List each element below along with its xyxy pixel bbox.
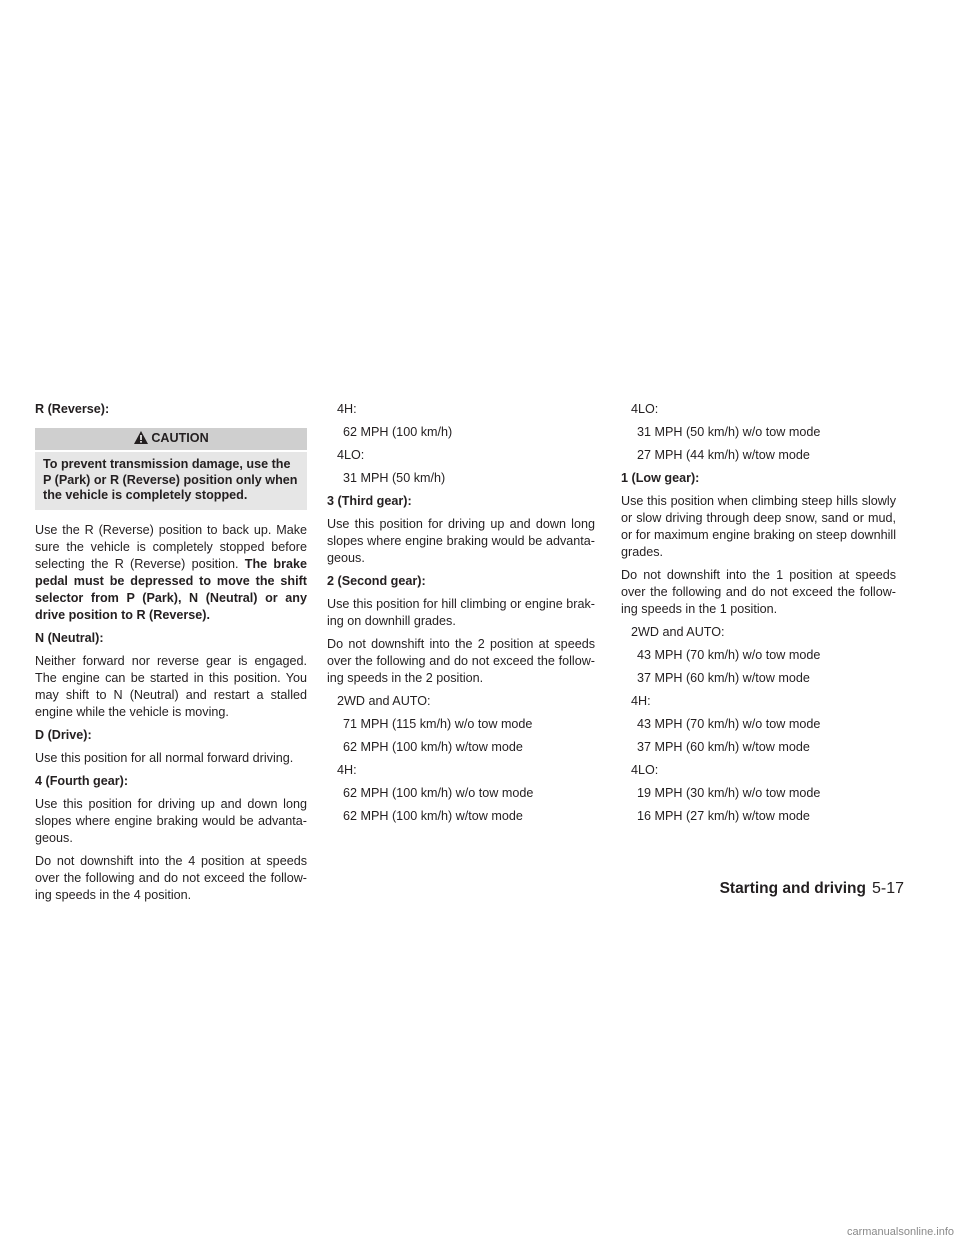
speed-value-2wd-low-tow: 37 MPH (60 km/h) w/tow mode — [637, 671, 810, 685]
second-gear-heading: 2 (Second gear): — [327, 574, 426, 588]
low-gear-speed-text: Do not downshift into the 1 position at speeds over the following and do not exceed the follow-ing speeds in the 1 position. — [621, 568, 896, 616]
reverse-text: Use the R (Reverse) position to back up. Make sure the vehicle is completely stopped before selecting the R (Reverse) position. — [35, 522, 307, 571]
reverse-heading: R (Reverse): — [35, 402, 110, 416]
speed-value-2wd-no-tow: 71 MPH (115 km/h) w/o tow mode — [343, 717, 533, 731]
speed-value-4h-low-no-tow: 43 MPH (70 km/h) w/o tow mode — [637, 717, 821, 731]
speed-label-4lo-second: 4LO: — [631, 402, 659, 416]
speed-value-4lo-no-tow: 31 MPH (50 km/h) w/o tow mode — [637, 425, 821, 439]
caution-title: CAUTION — [151, 431, 209, 445]
low-gear-text: Use this position when climbing steep hills slowly or slow driving through deep snow, sand or mud, or for maximum engine braking on steep downhill grades. — [621, 494, 896, 559]
caution-box — [35, 428, 307, 510]
warning-icon — [133, 430, 149, 445]
caution-text: To prevent transmission damage, use the P (Park) or R (Reverse) position only when the vehicle is completely stopped. — [35, 452, 307, 510]
neutral-text: Neither forward nor reverse gear is engaged. The engine can be started in this position. You may shift to N (Neutral) and restart a stalled engine while the vehicle is moving. — [35, 653, 307, 719]
page-number: 5-17 — [871, 880, 904, 897]
column-1 — [35, 401, 307, 910]
speed-label-4lo: 4LO: — [337, 448, 365, 462]
speed-value-4lo-low-no-tow: 19 MPH (30 km/h) w/o tow mode — [637, 786, 821, 800]
speed-value-4h-no-tow: 62 MPH (100 km/h) w/o tow mode — [343, 786, 534, 800]
third-gear-heading: 3 (Third gear): — [327, 494, 412, 508]
fourth-gear-speed-text: Do not downshift into the 4 position at speeds over the following and do not exceed the follow-ing speeds in the 4 position. — [35, 853, 307, 902]
speed-value-2wd-tow: 62 MPH (100 km/h) w/tow mode — [343, 740, 523, 754]
speed-value-4h-low-tow: 37 MPH (60 km/h) w/tow mode — [637, 740, 810, 754]
neutral-heading: N (Neutral): — [35, 630, 104, 645]
fourth-gear-heading: 4 (Fourth gear): — [35, 773, 129, 788]
speed-value-2wd-low-no-tow: 43 MPH (70 km/h) w/o tow mode — [637, 648, 821, 662]
speed-label-4h: 4H: — [337, 402, 357, 416]
low-gear-heading: 1 (Low gear): — [621, 471, 700, 485]
speed-label-4lo-low: 4LO: — [631, 763, 659, 777]
reverse-paragraph — [35, 522, 307, 624]
speed-label-2wd: 2WD and AUTO: — [337, 694, 431, 708]
drive-heading: D (Drive): — [35, 727, 92, 742]
column-3 — [621, 401, 896, 831]
page-footer — [720, 880, 904, 898]
speed-value-4lo-low-tow: 16 MPH (27 km/h) w/tow mode — [637, 809, 810, 823]
speed-value-4h: 62 MPH (100 km/h) — [343, 425, 453, 439]
speed-label-2wd-low: 2WD and AUTO: — [631, 625, 725, 639]
section-title: Starting and driving — [719, 880, 866, 897]
speed-value-4lo: 31 MPH (50 km/h) — [343, 471, 446, 485]
second-gear-speed-text: Do not downshift into the 2 position at speeds over the following and do not exceed the follow-ing speeds in the 2 position. — [327, 637, 595, 685]
speed-value-4h-tow: 62 MPH (100 km/h) w/tow mode — [343, 809, 523, 823]
second-gear-text: Use this position for hill climbing or engine brak-ing on downhill grades. — [327, 597, 595, 628]
watermark: carmanualsonline.info — [846, 1226, 954, 1238]
third-gear-text: Use this position for driving up and down long slopes where engine braking would be advanta-geous. — [327, 517, 595, 565]
column-2 — [327, 401, 595, 831]
drive-text: Use this position for all normal forward driving. — [35, 750, 294, 765]
speed-label-4h-second: 4H: — [337, 763, 357, 777]
speed-label-4h-low: 4H: — [631, 694, 651, 708]
speed-value-4lo-tow: 27 MPH (44 km/h) w/tow mode — [637, 448, 810, 462]
reverse-warning-text: The brake pedal must be depressed to move the shift selector from P (Park), N (Neutral) or any drive position to R (Reverse). — [35, 556, 307, 622]
fourth-gear-text: Use this position for driving up and down long slopes where engine braking would be advanta-geous. — [35, 796, 307, 845]
caution-header — [35, 428, 307, 452]
